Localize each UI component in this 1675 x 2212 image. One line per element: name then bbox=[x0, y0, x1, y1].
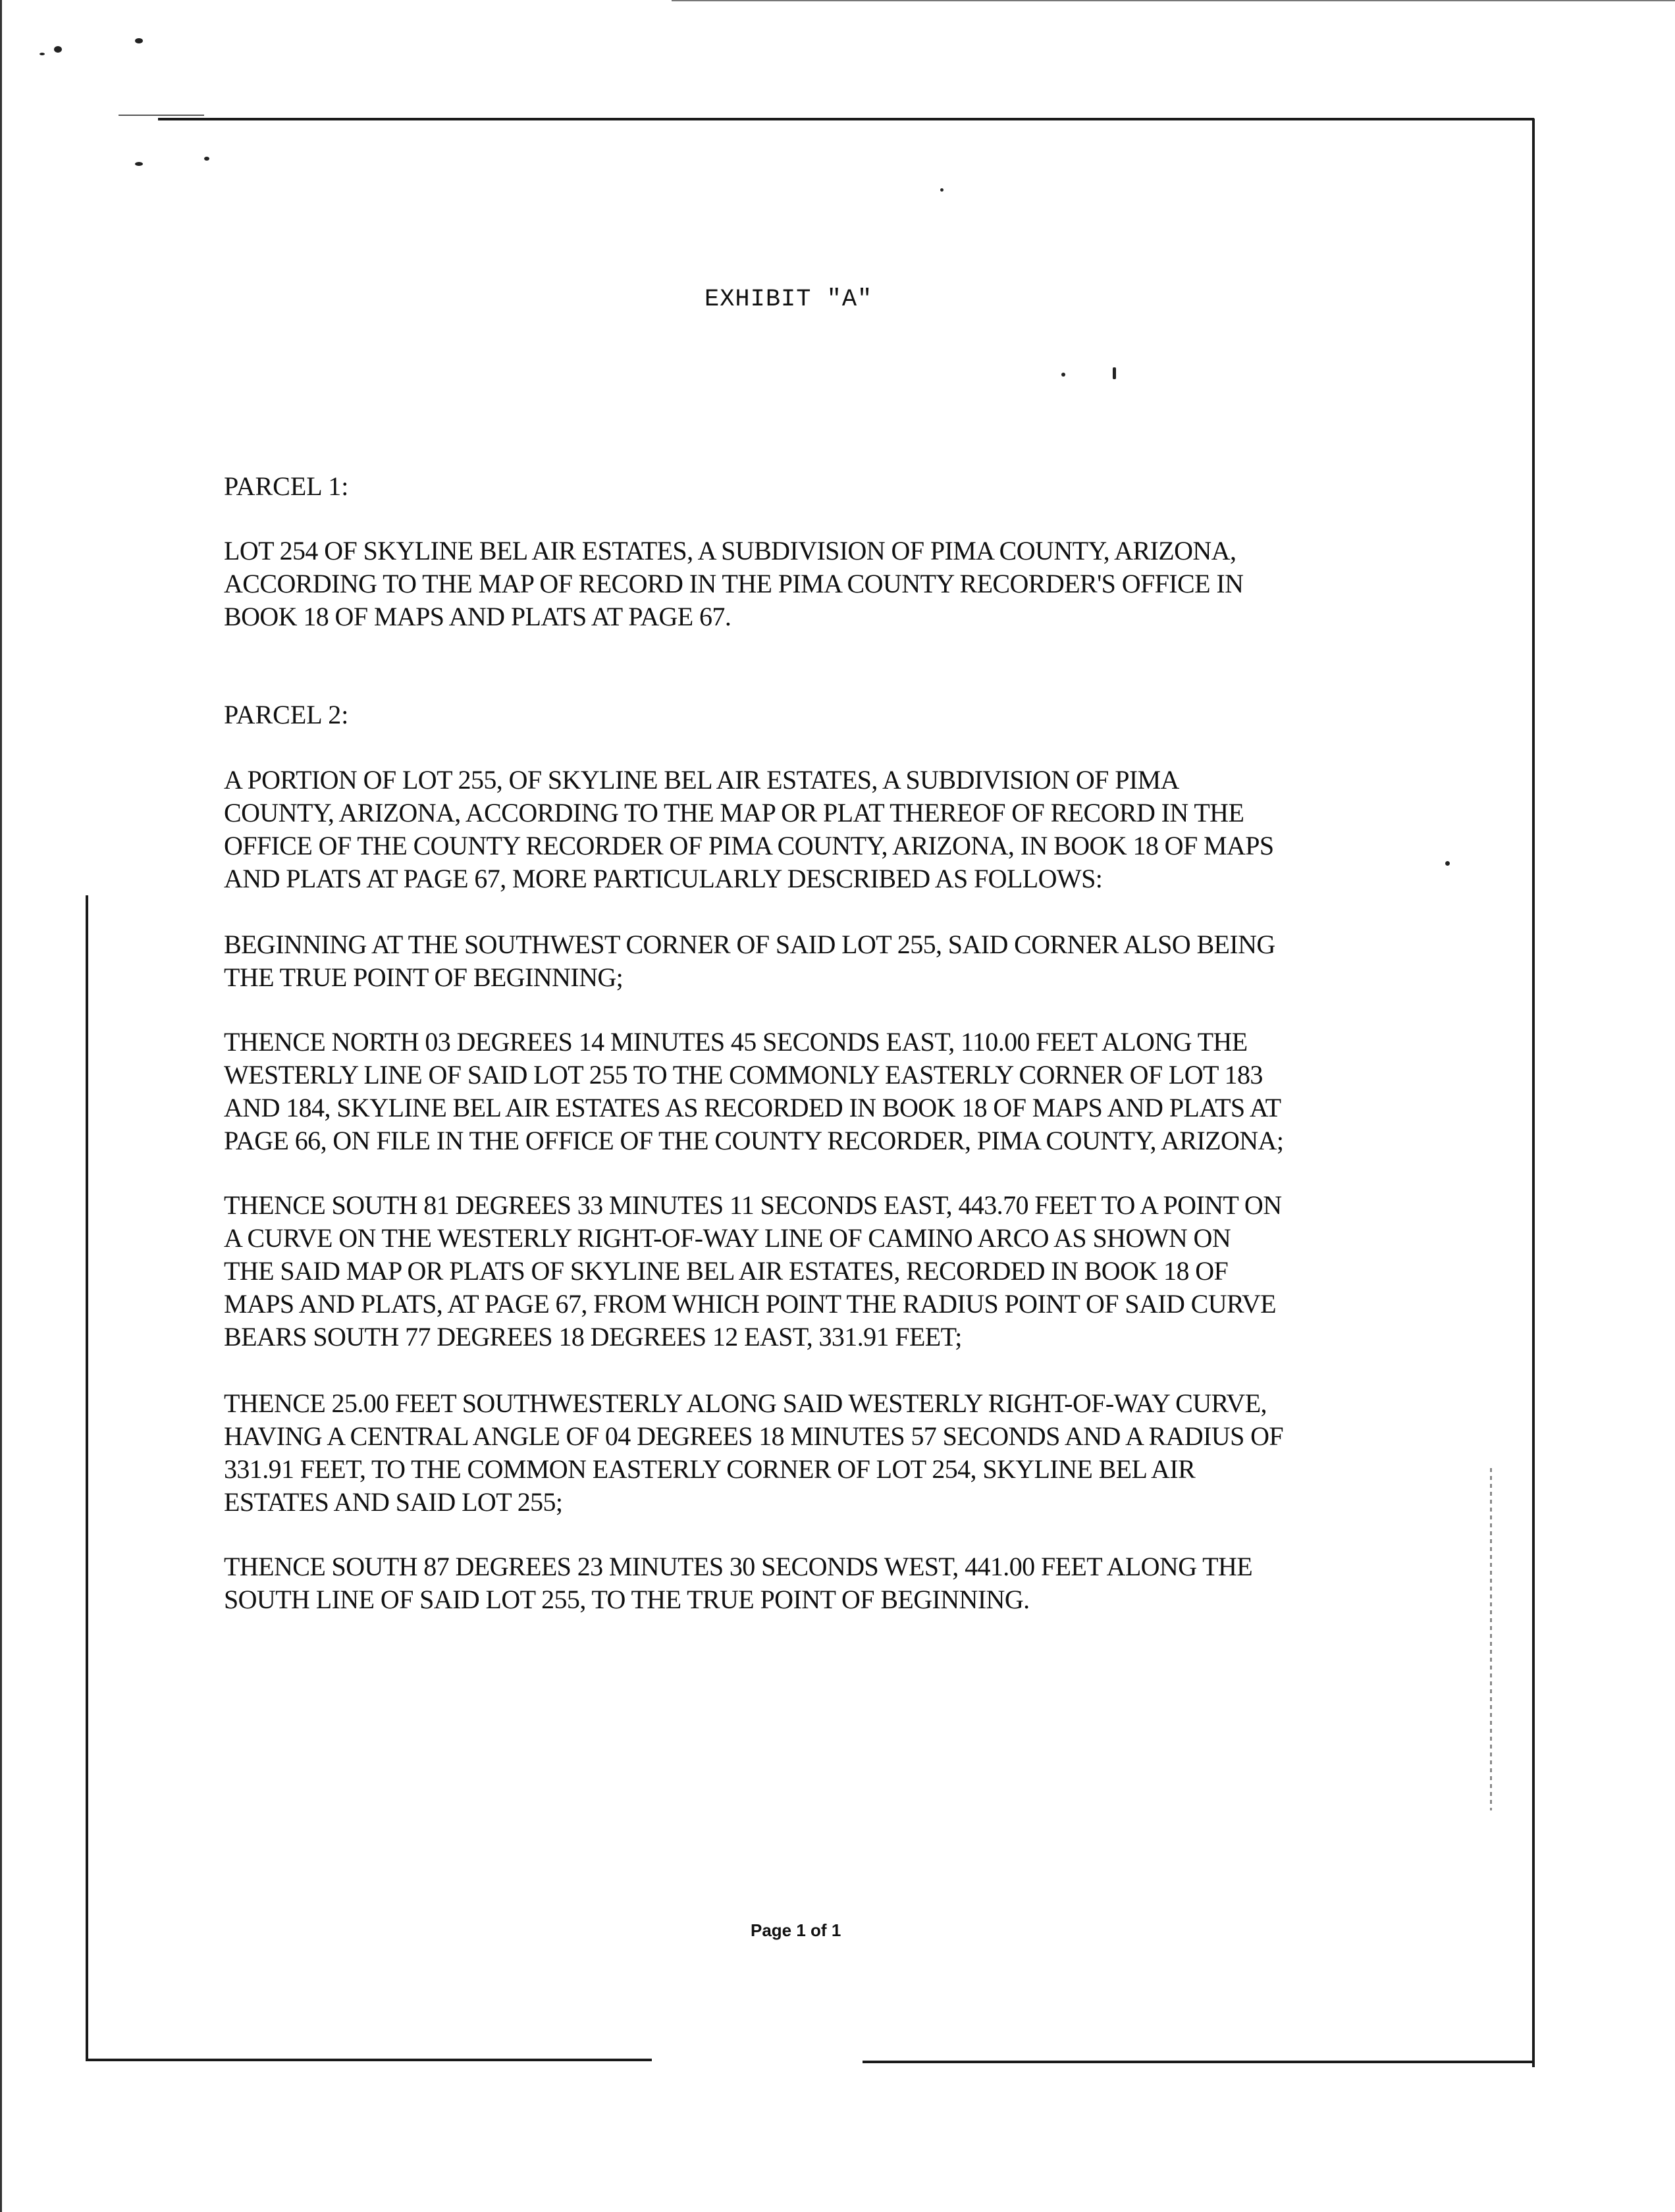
scan-left-edge bbox=[0, 0, 2, 2212]
scan-speck bbox=[135, 162, 143, 166]
text-line: ESTATES AND SAID LOT 255; bbox=[224, 1487, 563, 1517]
text-line: AND 184, SKYLINE BEL AIR ESTATES AS RECORDED IN BOOK 18 OF MAPS AND PLATS AT bbox=[224, 1093, 1281, 1122]
scan-speck bbox=[940, 188, 944, 192]
parcel2-course-1 bbox=[224, 1026, 1383, 1157]
page-number: Page 1 of 1 bbox=[751, 1920, 841, 1940]
text-line: BEGINNING AT THE SOUTHWEST CORNER OF SAID LOT 255, SAID CORNER ALSO BEING bbox=[224, 930, 1275, 959]
parcel2-intro bbox=[224, 764, 1383, 895]
scan-top-line bbox=[672, 0, 1675, 1]
text-line: THE TRUE POINT OF BEGINNING; bbox=[224, 962, 624, 992]
scan-speck bbox=[1061, 373, 1065, 377]
text-line: PAGE 66, ON FILE IN THE OFFICE OF THE COUNTY RECORDER, PIMA COUNTY, ARIZONA; bbox=[224, 1126, 1284, 1155]
text-line: BEARS SOUTH 77 DEGREES 18 DEGREES 12 EAST, 331.91 FEET; bbox=[224, 1322, 962, 1352]
scan-speck bbox=[204, 157, 209, 161]
scan-speck bbox=[40, 53, 45, 55]
text-line: WESTERLY LINE OF SAID LOT 255 TO THE COMMONLY EASTERLY CORNER OF LOT 183 bbox=[224, 1060, 1263, 1090]
scan-dotted-mark bbox=[1490, 1468, 1492, 1810]
scan-speck bbox=[135, 38, 143, 43]
text-line: THENCE 25.00 FEET SOUTHWESTERLY ALONG SAID WESTERLY RIGHT-OF-WAY CURVE, bbox=[224, 1388, 1267, 1418]
text-line: ACCORDING TO THE MAP OF RECORD IN THE PIMA COUNTY RECORDER'S OFFICE IN bbox=[224, 569, 1244, 598]
text-line: THENCE SOUTH 87 DEGREES 23 MINUTES 30 SECONDS WEST, 441.00 FEET ALONG THE bbox=[224, 1552, 1253, 1581]
parcel2-heading: PARCEL 2: bbox=[224, 700, 349, 729]
scan-speck bbox=[1113, 367, 1116, 379]
document-title: EXHIBIT "A" bbox=[705, 286, 873, 313]
text-line: OFFICE OF THE COUNTY RECORDER OF PIMA COUNTY, ARIZONA, IN BOOK 18 OF MAPS bbox=[224, 831, 1274, 860]
text-line: BOOK 18 OF MAPS AND PLATS AT PAGE 67. bbox=[224, 602, 731, 631]
border-top bbox=[158, 118, 1534, 120]
border-right bbox=[1532, 118, 1535, 2067]
text-line: THENCE NORTH 03 DEGREES 14 MINUTES 45 SECONDS EAST, 110.00 FEET ALONG THE bbox=[224, 1027, 1248, 1057]
text-line: THE SAID MAP OR PLATS OF SKYLINE BEL AIR ESTATES, RECORDED IN BOOK 18 OF bbox=[224, 1256, 1229, 1286]
text-line: A CURVE ON THE WESTERLY RIGHT-OF-WAY LINE OF CAMINO ARCO AS SHOWN ON bbox=[224, 1223, 1231, 1253]
parcel1-description bbox=[224, 535, 1383, 633]
text-line: COUNTY, ARIZONA, ACCORDING TO THE MAP OR PLAT THEREOF OF RECORD IN THE bbox=[224, 798, 1244, 828]
parcel2-course-4 bbox=[224, 1550, 1383, 1616]
text-line: HAVING A CENTRAL ANGLE OF 04 DEGREES 18 MINUTES 57 SECONDS AND A RADIUS OF bbox=[224, 1421, 1284, 1451]
scan-speck bbox=[1445, 861, 1450, 866]
parcel2-course-3 bbox=[224, 1387, 1383, 1519]
parcel1-heading: PARCEL 1: bbox=[224, 471, 349, 501]
border-bottom-left bbox=[86, 2059, 652, 2061]
text-line: SOUTH LINE OF SAID LOT 255, TO THE TRUE POINT OF BEGINNING. bbox=[224, 1585, 1030, 1614]
text-line: 331.91 FEET, TO THE COMMON EASTERLY CORNER OF LOT 254, SKYLINE BEL AIR bbox=[224, 1454, 1196, 1484]
text-line: A PORTION OF LOT 255, OF SKYLINE BEL AIR ESTATES, A SUBDIVISION OF PIMA bbox=[224, 765, 1179, 795]
scan-speck bbox=[54, 46, 62, 53]
parcel2-course-2 bbox=[224, 1189, 1383, 1354]
text-line: THENCE SOUTH 81 DEGREES 33 MINUTES 11 SECONDS EAST, 443.70 FEET TO A POINT ON bbox=[224, 1190, 1282, 1220]
text-line: MAPS AND PLATS, AT PAGE 67, FROM WHICH POINT THE RADIUS POINT OF SAID CURVE bbox=[224, 1289, 1277, 1319]
border-top-dash bbox=[119, 115, 204, 116]
text-line: AND PLATS AT PAGE 67, MORE PARTICULARLY DESCRIBED AS FOLLOWS: bbox=[224, 864, 1103, 893]
parcel2-beginning bbox=[224, 928, 1383, 994]
border-left bbox=[86, 895, 88, 2061]
border-bottom-right bbox=[863, 2061, 1534, 2063]
text-line: LOT 254 OF SKYLINE BEL AIR ESTATES, A SUBDIVISION OF PIMA COUNTY, ARIZONA, bbox=[224, 536, 1236, 566]
